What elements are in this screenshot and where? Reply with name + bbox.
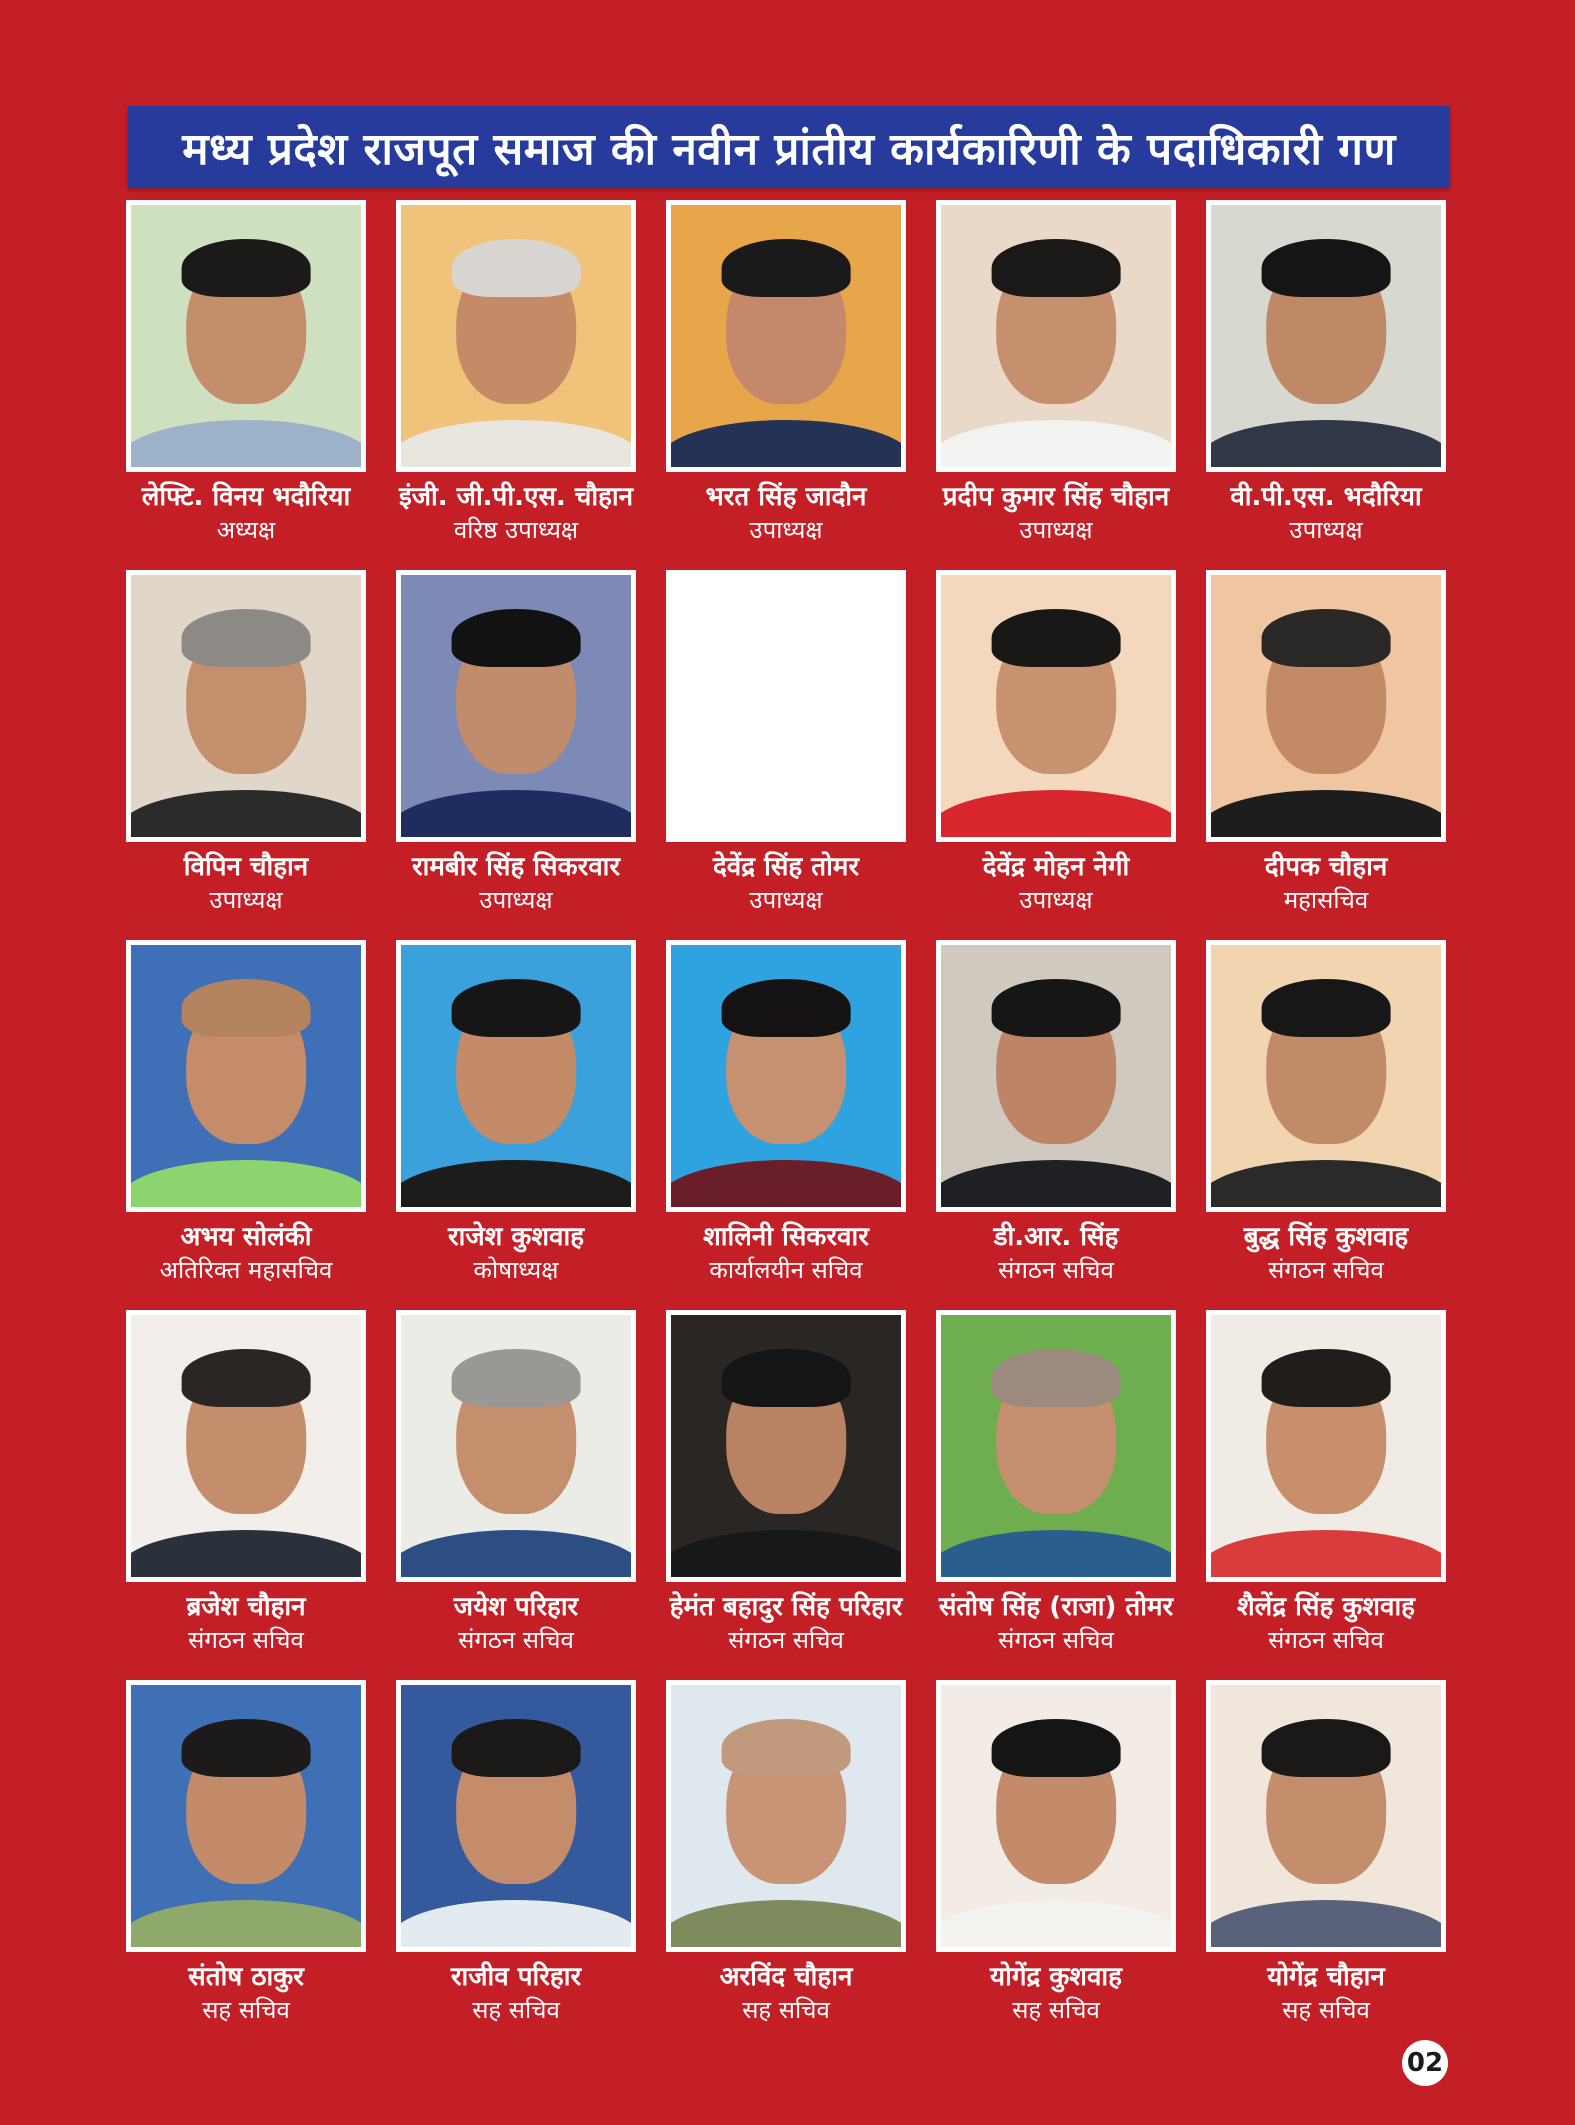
member-photo bbox=[126, 1680, 366, 1952]
member-photo bbox=[1206, 200, 1446, 472]
member-name: अभय सोलंकी bbox=[180, 1222, 312, 1252]
member-card bbox=[396, 570, 636, 940]
photo-hair bbox=[182, 239, 311, 297]
member-role: संगठन सचिव bbox=[188, 1626, 304, 1654]
member-role: संगठन सचिव bbox=[1268, 1256, 1384, 1284]
member-name: शैलेंद्र सिंह कुशवाह bbox=[1237, 1592, 1415, 1622]
member-name: हेमंत बहादुर सिंह परिहार bbox=[669, 1592, 903, 1622]
member-role: अध्यक्ष bbox=[216, 516, 276, 544]
member-card bbox=[1206, 200, 1446, 570]
member-role: संगठन सचिव bbox=[998, 1626, 1114, 1654]
photo-hair bbox=[1262, 1349, 1391, 1407]
member-card bbox=[666, 200, 906, 570]
member-card bbox=[666, 570, 906, 940]
member-role: उपाध्यक्ष bbox=[209, 886, 283, 914]
member-card bbox=[126, 570, 366, 940]
member-name: राजीव परिहार bbox=[450, 1962, 582, 1992]
member-name: ब्रजेश चौहान bbox=[186, 1592, 306, 1622]
member-name: डी.आर. सिंह bbox=[993, 1222, 1119, 1252]
member-role: संगठन सचिव bbox=[998, 1256, 1114, 1284]
member-name: राजेश कुशवाह bbox=[447, 1222, 585, 1252]
member-photo bbox=[936, 1310, 1176, 1582]
member-name: बुद्ध सिंह कुशवाह bbox=[1243, 1222, 1409, 1252]
photo-hair bbox=[722, 1719, 851, 1777]
member-photo bbox=[126, 1310, 366, 1582]
members-grid bbox=[126, 200, 1446, 2050]
member-role: संगठन सचिव bbox=[1268, 1626, 1384, 1654]
member-card bbox=[396, 200, 636, 570]
photo-hair bbox=[992, 609, 1121, 667]
member-name: अरविंद चौहान bbox=[719, 1962, 853, 1992]
member-photo bbox=[666, 570, 906, 842]
member-card bbox=[1206, 940, 1446, 1310]
member-photo bbox=[666, 1310, 906, 1582]
member-role: सह सचिव bbox=[472, 1996, 560, 2024]
member-photo bbox=[126, 570, 366, 842]
photo-hair bbox=[1262, 239, 1391, 297]
member-photo bbox=[1206, 940, 1446, 1212]
member-card bbox=[396, 1310, 636, 1680]
member-photo bbox=[936, 570, 1176, 842]
member-name: विपिन चौहान bbox=[183, 852, 309, 882]
photo-hair bbox=[722, 979, 851, 1037]
photo-hair bbox=[452, 1349, 581, 1407]
photo-hair bbox=[992, 239, 1121, 297]
member-photo bbox=[396, 940, 636, 1212]
member-name: वी.पी.एस. भदौरिया bbox=[1230, 482, 1422, 512]
member-name: दीपक चौहान bbox=[1264, 852, 1388, 882]
member-role: सह सचिव bbox=[742, 1996, 830, 2024]
photo-hair bbox=[992, 1719, 1121, 1777]
member-role: उपाध्यक्ष bbox=[479, 886, 553, 914]
member-role: सह सचिव bbox=[1282, 1996, 1370, 2024]
member-name: देवेंद्र सिंह तोमर bbox=[712, 852, 860, 882]
member-photo bbox=[666, 940, 906, 1212]
photo-hair bbox=[1262, 1719, 1391, 1777]
member-role: संगठन सचिव bbox=[728, 1626, 844, 1654]
photo-hair bbox=[182, 609, 311, 667]
photo-hair bbox=[452, 609, 581, 667]
member-card bbox=[1206, 1310, 1446, 1680]
member-card bbox=[126, 1310, 366, 1680]
photo-hair bbox=[722, 1349, 851, 1407]
member-role: उपाध्यक्ष bbox=[749, 886, 823, 914]
member-card bbox=[666, 940, 906, 1310]
member-photo bbox=[936, 940, 1176, 1212]
member-name: इंजी. जी.पी.एस. चौहान bbox=[398, 482, 634, 512]
member-card bbox=[1206, 570, 1446, 940]
photo-hair bbox=[1262, 979, 1391, 1037]
member-card bbox=[126, 200, 366, 570]
member-photo bbox=[936, 200, 1176, 472]
member-role: वरिष्ठ उपाध्यक्ष bbox=[453, 516, 579, 544]
page-title: मध्य प्रदेश राजपूत समाज की नवीन प्रांतीय कार्यकारिणी के पदाधिकारी गण bbox=[128, 106, 1450, 188]
member-card bbox=[936, 940, 1176, 1310]
member-card bbox=[936, 200, 1176, 570]
member-card bbox=[936, 570, 1176, 940]
member-photo bbox=[396, 1680, 636, 1952]
member-name: जयेश परिहार bbox=[453, 1592, 579, 1622]
member-role: सह सचिव bbox=[202, 1996, 290, 2024]
member-card bbox=[666, 1680, 906, 2050]
member-photo bbox=[396, 1310, 636, 1582]
member-photo bbox=[1206, 1310, 1446, 1582]
page-number: 02 bbox=[1402, 2040, 1448, 2086]
member-name: प्रदीप कुमार सिंह चौहान bbox=[942, 482, 1170, 512]
photo-hair bbox=[452, 239, 581, 297]
member-role: अतिरिक्त महासचिव bbox=[159, 1256, 333, 1284]
photo-hair bbox=[1262, 609, 1391, 667]
member-photo bbox=[666, 1680, 906, 1952]
member-name: योगेंद्र कुशवाह bbox=[990, 1962, 1122, 1992]
member-photo bbox=[126, 200, 366, 472]
member-role: उपाध्यक्ष bbox=[749, 516, 823, 544]
member-photo bbox=[1206, 570, 1446, 842]
member-card bbox=[936, 1310, 1176, 1680]
member-role: उपाध्यक्ष bbox=[1019, 516, 1093, 544]
member-role: कोषाध्यक्ष bbox=[473, 1256, 559, 1284]
member-card bbox=[126, 1680, 366, 2050]
member-name: संतोष ठाकुर bbox=[188, 1962, 304, 1992]
member-photo bbox=[936, 1680, 1176, 1952]
member-name: योगेंद्र चौहान bbox=[1267, 1962, 1385, 1992]
member-card bbox=[666, 1310, 906, 1680]
member-photo bbox=[396, 570, 636, 842]
photo-hair bbox=[992, 1349, 1121, 1407]
member-role: महासचिव bbox=[1283, 886, 1369, 914]
photo-hair bbox=[452, 979, 581, 1037]
member-card bbox=[126, 940, 366, 1310]
member-name: देवेंद्र मोहन नेगी bbox=[982, 852, 1130, 882]
member-name: शालिनी सिकरवार bbox=[703, 1222, 869, 1252]
member-role: कार्यालयीन सचिव bbox=[709, 1256, 863, 1284]
photo-hair bbox=[722, 239, 851, 297]
member-role: उपाध्यक्ष bbox=[1019, 886, 1093, 914]
member-name: संतोष सिंह (राजा) तोमर bbox=[938, 1592, 1174, 1622]
member-card bbox=[396, 1680, 636, 2050]
member-photo bbox=[666, 200, 906, 472]
photo-hair bbox=[182, 1719, 311, 1777]
member-role: सह सचिव bbox=[1012, 1996, 1100, 2024]
photo-hair bbox=[992, 979, 1121, 1037]
photo-hair bbox=[182, 1349, 311, 1407]
member-photo bbox=[1206, 1680, 1446, 1952]
member-card bbox=[936, 1680, 1176, 2050]
member-role: उपाध्यक्ष bbox=[1289, 516, 1363, 544]
member-name: भरत सिंह जादौन bbox=[705, 482, 867, 512]
member-card bbox=[1206, 1680, 1446, 2050]
member-photo bbox=[396, 200, 636, 472]
photo-hair bbox=[452, 1719, 581, 1777]
member-photo bbox=[126, 940, 366, 1212]
member-card bbox=[396, 940, 636, 1310]
photo-hair bbox=[182, 979, 311, 1037]
member-role: संगठन सचिव bbox=[458, 1626, 574, 1654]
member-name: रामबीर सिंह सिकरवार bbox=[411, 852, 621, 882]
member-name: लेफ्टि. विनय भदौरिया bbox=[141, 482, 351, 512]
